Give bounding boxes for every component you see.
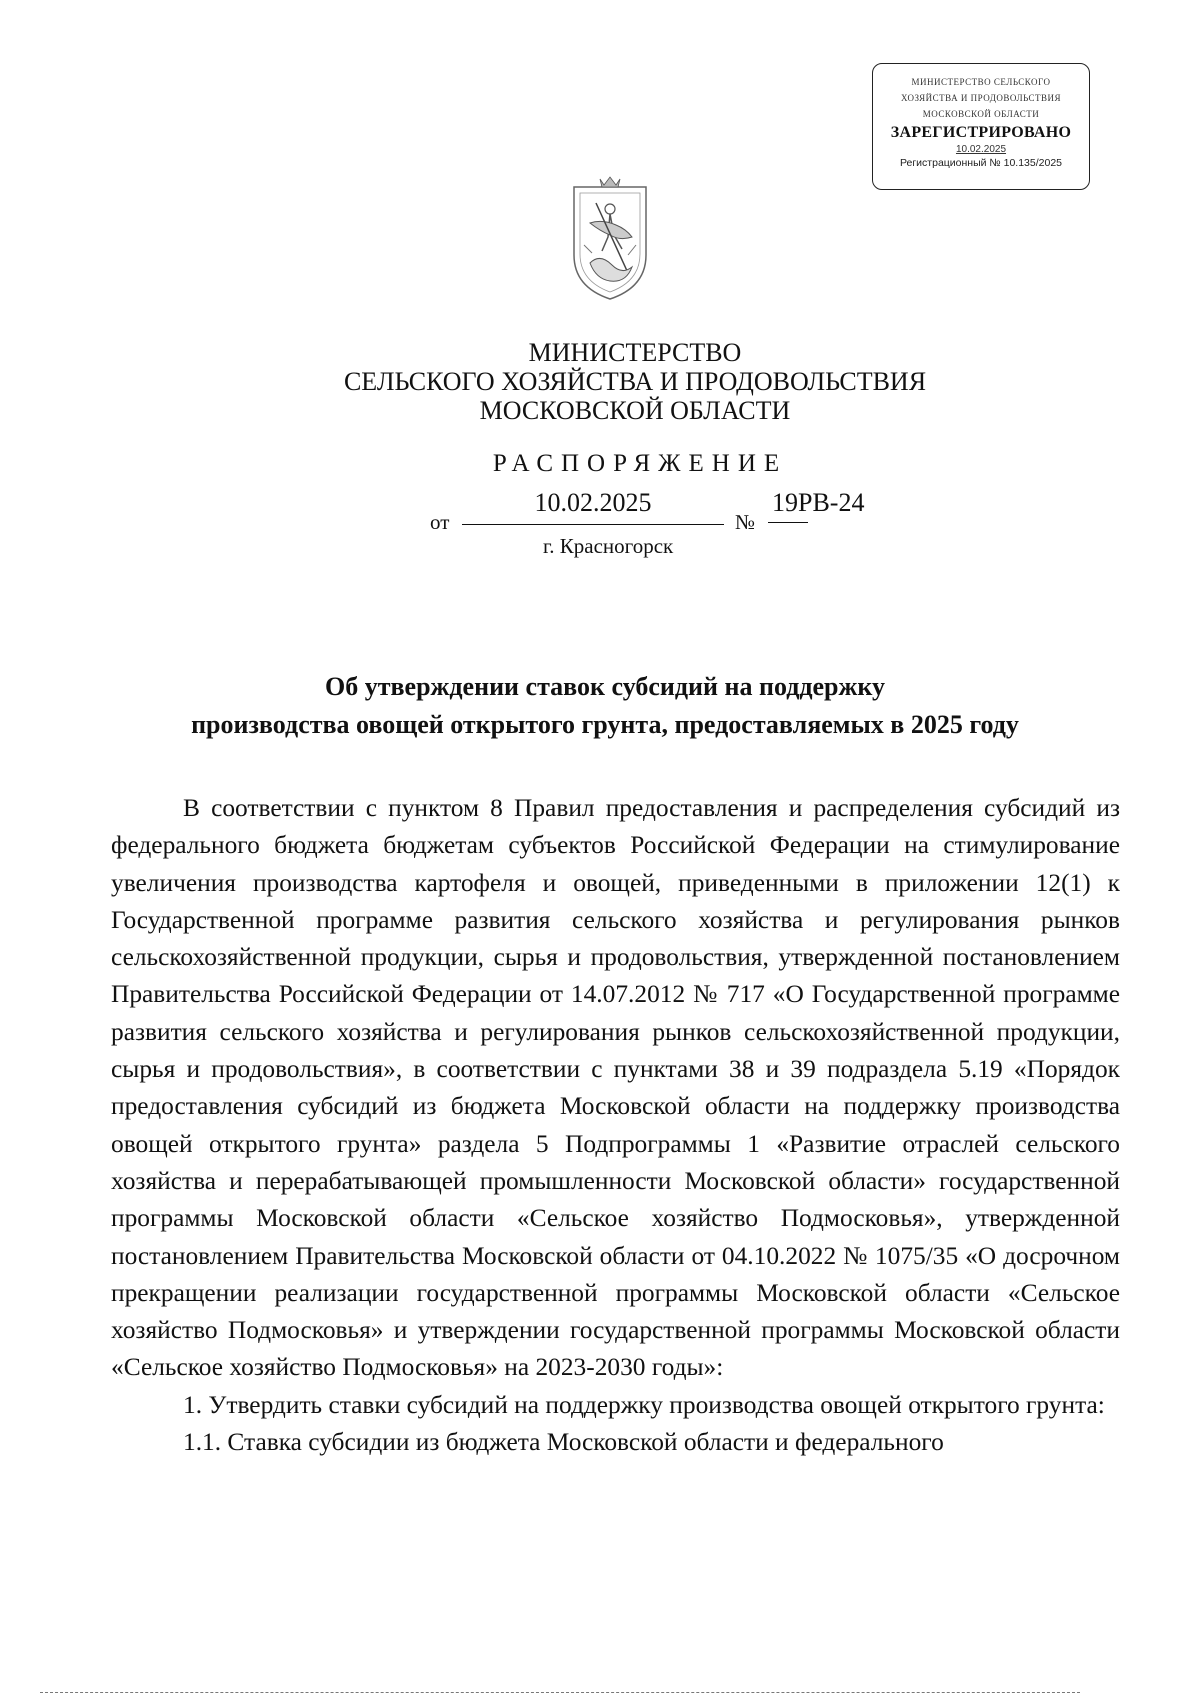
from-label: от (430, 510, 450, 534)
number-label: № (735, 510, 756, 534)
preamble-paragraph: В соответствии с пунктом 8 Правил предоставления и распределения субсидий из федерального бюджета бюджетам субъектов Российской Федерации на стимулирование увеличения производства картофеля и овощей, приведенными в приложении 12(1) к Государственной программе развития сельского хозяйства и регулирования рынков сельскохозяйственной продукции, сырья и продовольствия, утвержденной постановлением Правительства Российской Федерации от 14.07.2012 № 717 «О Государственной программе развития сельского хозяйства и регулирования рынков сельскохозяйственной продукции, сырья и продовольствия», в соответствии с пунктами 38 и 39 подраздела 5.19 «Порядок предоставления субсидий из бюджета Московской области на поддержку производства овощей открытого грунта» раздела 5 Подпрограммы 1 «Развитие отраслей сельского хозяйства и перерабатывающей промышленности Московской области» государственной программы Московской области «Сельское хозяйство Подмосковья», утвержденной постановлением Правительства Московской области от 04.10.2022 № 1075/35 «О досрочном прекращении реализации государственной программы Московской области «Сельское хозяйство Подмосковья» и утверждении государственной программы Московской области «Сельское хозяйство Подмосковья» на 2023-2030 годы»: (111, 794, 1120, 1382)
stamp-status: ЗАРЕГИСТРИРОВАНО (890, 124, 1072, 141)
city: г. Красногорск (543, 534, 674, 558)
document-type: РАСПОРЯЖЕНИЕ (492, 450, 788, 477)
registration-stamp (872, 63, 1090, 190)
ministry-line: СЕЛЬСКОГО ХОЗЯЙСТВА И ПРОДОВОЛЬСТВИЯ (343, 367, 927, 396)
item-1-1: 1.1. Ставка субсидии из бюджета Московской области и федерального (183, 1428, 944, 1457)
stamp-reg-number: Регистрационный № 10.135/2025 (899, 157, 1063, 169)
stamp-org-line: МИНИСТЕРСТВО СЕЛЬСКОГО (911, 77, 1051, 87)
coat-of-arms-icon (560, 175, 660, 305)
ministry-line: МИНИСТЕРСТВО (528, 338, 742, 367)
ministry-line: МОСКОВСКОЙ ОБЛАСТИ (479, 396, 791, 425)
document-body (111, 790, 1120, 1461)
stamp-org-line: ХОЗЯЙСТВА И ПРОДОВОЛЬСТВИЯ (900, 93, 1062, 103)
document-date: 10.02.2025 (462, 488, 724, 525)
stamp-date: 10.02.2025 (955, 144, 1007, 155)
stamp-org-line: МОСКОВСКОЙ ОБЛАСТИ (922, 109, 1040, 119)
date-number-row (0, 488, 1200, 532)
page-bottom-divider (40, 1692, 1080, 1693)
subject-line: производства овощей открытого грунта, предоставляемых в 2025 году (191, 710, 1019, 739)
number-underline (768, 522, 808, 523)
ministry-name (0, 338, 1200, 425)
document-number: 19РВ-24 (772, 488, 865, 517)
document-subject (90, 668, 1120, 744)
subject-line: Об утверждении ставок субсидий на поддержку (325, 672, 885, 701)
item-1: 1. Утвердить ставки субсидий на поддержку производства овощей открытого грунта: (183, 1390, 1105, 1419)
